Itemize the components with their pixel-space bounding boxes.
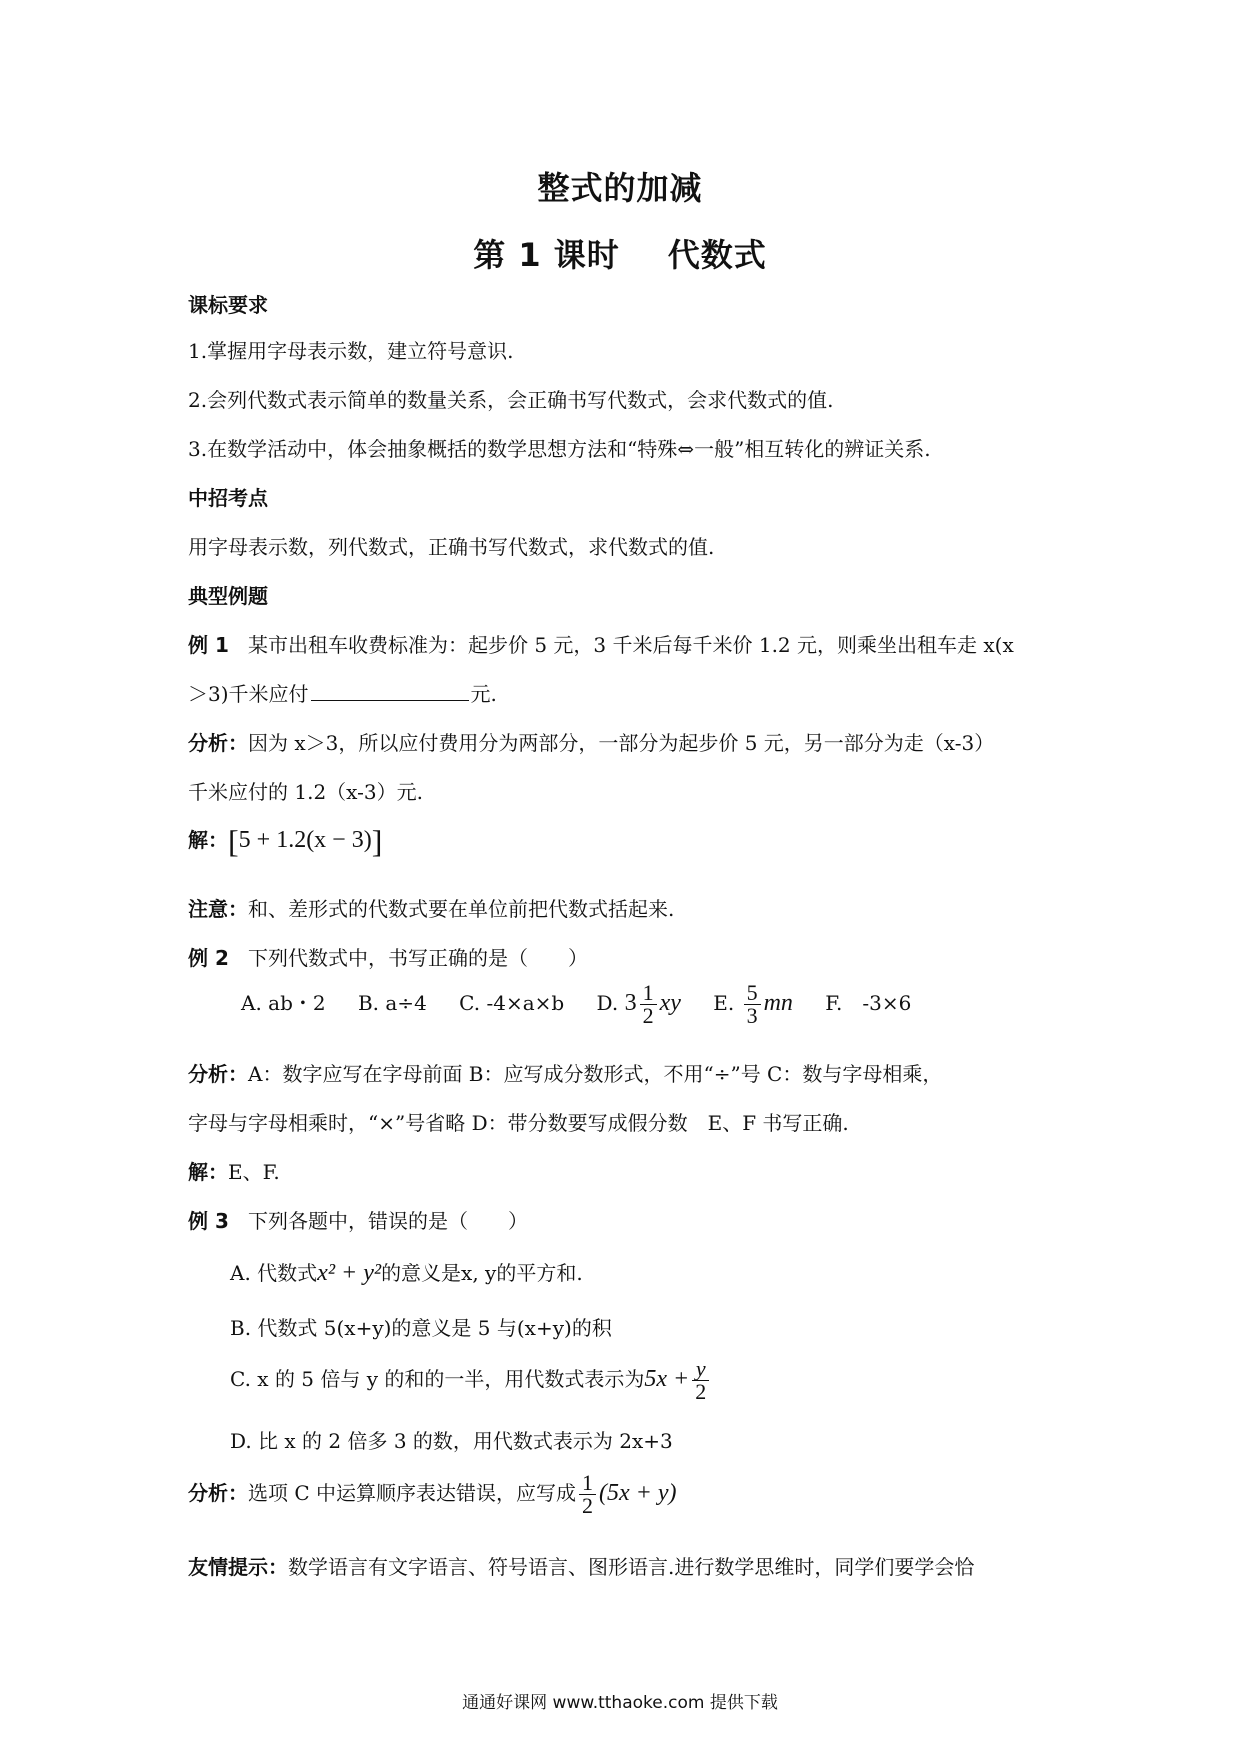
solution-expression: 5 + 1.2(x − 3) — [238, 827, 372, 853]
analysis-label: 分析： — [188, 1481, 248, 1505]
tip-text: 数学语言有文字语言、符号语言、图形语言.进行数学思维时，同学们要学会恰 — [288, 1555, 975, 1579]
lesson-title — [0, 230, 1240, 276]
example-3-label: 例 3 — [188, 1209, 229, 1233]
page-title: 整式的加减 — [537, 169, 703, 207]
option-b: B. a÷4 — [357, 991, 427, 1015]
analysis-label: 分析： — [188, 731, 248, 755]
examples-heading: 典型例题 — [188, 584, 268, 608]
example-3-option-d: D. 比 x 的 2 倍多 3 的数，用代数式表示为 2x+3 — [230, 1429, 673, 1453]
example-3-text: 下列各题中，错误的是（ ） — [247, 1209, 528, 1233]
example-2-analysis-cont: 字母与字母相乘时，“×”号省略 D：带分数要写成假分数 E、F 书写正确. — [188, 1111, 849, 1135]
example-1-analysis — [188, 727, 994, 756]
example-2-solution — [188, 1156, 280, 1185]
solution-label: 解： — [188, 828, 228, 852]
example-1-text-a: 某市出租车收费标准为：起步价 5 元，3 千米后每千米价 1.2 元，则乘坐出租车走 x(x — [247, 633, 1014, 657]
analysis-text: 因为 x＞3，所以应付费用分为两部分，一部分为起步价 5 元，另一部分为走（x-3） — [248, 731, 995, 755]
answer-blank — [311, 682, 469, 701]
example-1-question-cont — [188, 678, 497, 707]
example-3-option-c: C. x 的 5 倍与 y 的和的一半，用代数式表示为5x + $\frac{y}{2}$ — [230, 1358, 712, 1403]
standard-item: 3.在数学活动中，体会抽象概括的数学思想方法和“特殊⇔一般”相互转化的辨证关系. — [188, 437, 931, 461]
solution-label: 解： — [188, 1160, 228, 1184]
example-1-solution: 解：[5 + 1.2(x − 3)] — [188, 823, 383, 859]
fraction: $\frac{1}{2}$ — [579, 1472, 596, 1517]
page-footer: 通通好课网 www.tthaoke.com 提供下载 — [462, 1693, 778, 1713]
example-1-note — [188, 893, 674, 922]
example-1-text-b: ＞3)千米应付 — [188, 682, 309, 706]
exam-points-text: 用字母表示数，列代数式，正确书写代数式，求代数式的值. — [188, 535, 715, 559]
option-e: E. $\frac{5}{3}$ mn — [713, 980, 793, 1028]
standard-item: 2.会列代数式表示简单的数量关系，会正确书写代数式，会求代数式的值. — [188, 388, 834, 412]
lesson-name: 代数式 — [667, 236, 767, 274]
example-3-option-b: B. 代数式 5(x+y)的意义是 5 与(x+y)的积 — [230, 1316, 612, 1340]
note-label: 注意： — [188, 897, 248, 921]
solution-text: E、F. — [228, 1160, 280, 1184]
example-2-options — [241, 982, 937, 1027]
fraction: $\frac{y}{2}$ — [692, 1358, 709, 1403]
analysis-text: 选项 C 中运算顺序表达错误，应写成 — [248, 1481, 577, 1505]
standard-item: 1.掌握用字母表示数，建立符号意识. — [188, 339, 514, 363]
option-f: F. -3×6 — [825, 991, 912, 1015]
example-2-question — [188, 942, 588, 971]
standards-heading: 课标要求 — [188, 293, 268, 317]
note-text: 和、差形式的代数式要在单位前把代数式括起来. — [248, 897, 675, 921]
lesson-number: 第 1 课时 — [473, 236, 620, 274]
analysis-label: 分析： — [188, 1062, 248, 1086]
option-a: A. ab・2 — [241, 991, 326, 1015]
example-1-label: 例 1 — [188, 633, 229, 657]
example-2-label: 例 2 — [188, 946, 229, 970]
example-1-question — [188, 629, 1014, 658]
analysis-text: A：数字应写在字母前面 B：应写成分数形式，不用“÷”号 C：数与字母相乘， — [248, 1062, 943, 1086]
friendly-tip — [188, 1551, 974, 1580]
fraction: $\frac{1}{2}$ — [640, 982, 657, 1027]
example-2-analysis — [188, 1058, 942, 1087]
example-3-question — [188, 1205, 528, 1234]
example-1-analysis-cont: 千米应付的 1.2（x-3）元. — [188, 780, 423, 804]
option-d: D. 3 $\frac{1}{2}$ xy — [596, 980, 681, 1028]
option-c: C. -4×a×b — [459, 991, 565, 1015]
exam-points-heading: 中招考点 — [188, 486, 268, 510]
example-1-unit: 元. — [470, 682, 497, 706]
example-3-option-a: A. 代数式x² + y²的意义是x, y的平方和. — [230, 1260, 583, 1286]
tip-label: 友情提示： — [188, 1555, 288, 1579]
example-3-analysis: 分析：选项 C 中运算顺序表达错误，应写成 $\frac{1}{2}$ (5x + y) — [188, 1470, 677, 1518]
example-2-text: 下列代数式中，书写正确的是（ ） — [247, 946, 588, 970]
fraction: $\frac{5}{3}$ — [744, 982, 761, 1027]
option-a-expression: x² + y² — [317, 1260, 382, 1286]
